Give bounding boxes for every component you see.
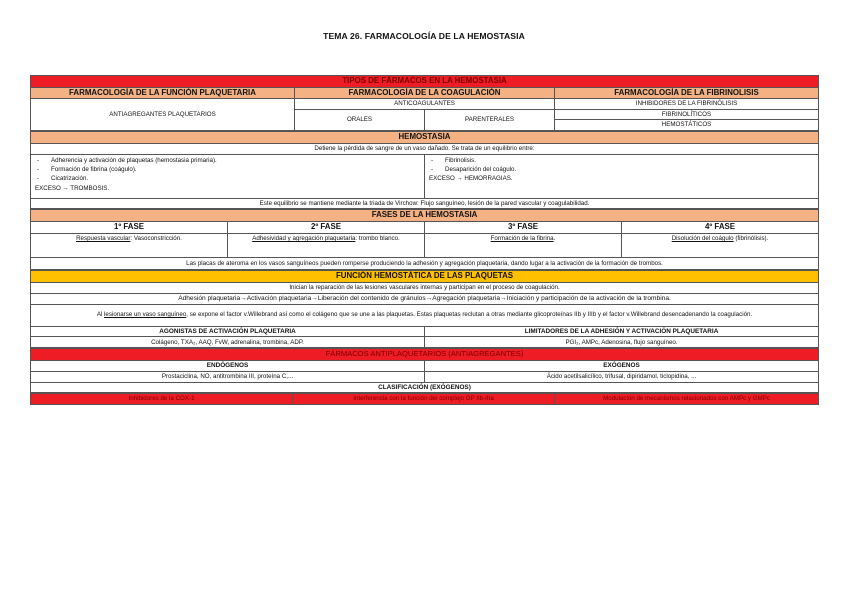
- phase-1-name: 1º FASE: [31, 222, 228, 234]
- antiplatelet-cell: ANTIAGREGANTES PLAQUETARIOS: [31, 99, 295, 131]
- hemostasis-left-list: [31, 154, 425, 198]
- agonists-header: AGONISTAS DE ACTIVACIÓN PLAQUETARIA: [31, 326, 425, 337]
- phase-3-desc: Formación de la fibrina.: [425, 234, 622, 258]
- oral-cell: ORALES: [295, 109, 425, 130]
- list-item: - Formación de fibrina (coágulo).: [51, 165, 420, 174]
- exogenous-header: EXÓGENOS: [425, 360, 819, 371]
- coagulation-pharmacology-header: FARMACOLOGÍA DE LA COAGULACIÓN: [295, 87, 555, 99]
- atheroma-note: Las placas de ateroma en los vasos sanguíneos pueden romperse produciendo la adhesión y agregación plaquetaria, dando lugar a la activación de la formación de trombos.: [31, 258, 819, 270]
- antiplatelet-drugs-header: FÁRMACOS ANTIPLAQUETARIOS (ANTIAGREGANTES): [31, 349, 819, 361]
- thrombosis-excess: EXCESO → TROMBOSIS.: [35, 184, 110, 192]
- list-item: - Fibrinolisis.: [445, 156, 814, 165]
- hemostasis-right-list: [425, 154, 819, 198]
- platelet-function-header: FUNCIÓN HEMOSTÁTICA DE LAS PLAQUETAS: [31, 271, 819, 283]
- hemostasis-intro: Detiene la pérdida de sangre de un vaso dañado. Se trata de un equilibrio entre:: [31, 143, 819, 154]
- fibrinolysis-inhibitors-cell: INHIBIDORES DE LA FIBRINÓLISIS: [555, 99, 819, 110]
- fibrinolysis-pharmacology-header: FARMACOLOGÍA DE LA FIBRINOLISIS: [555, 87, 819, 99]
- classification-header: CLASIFICACIÓN (EXÓGENOS): [31, 382, 819, 393]
- endogenous-header: ENDÓGENOS: [31, 360, 425, 371]
- phases-table: [30, 209, 819, 270]
- phase-3-name: 3º FASE: [425, 222, 622, 234]
- class-ampc-gmpc: Modulación de mecanismos relacionados con AMPc y GMPc: [555, 394, 819, 405]
- list-item: - Cicatrización.: [51, 174, 420, 183]
- list-item: - Adherencia y activación de plaquetas (hemostasia primaria).: [51, 156, 420, 165]
- platelet-function-line-1: Inician la reparación de las lesiones vasculares internas y participan en el proceso de coagulación.: [31, 283, 819, 294]
- drug-types-table: [30, 75, 819, 131]
- endogenous-list: Prostaciclina, NO, antitrombina III, proteína C,...: [31, 371, 425, 382]
- agonists-list: Colágeno, TXA₂, AAQ, FvW, adrenalina, trombina, ADP.: [31, 337, 425, 348]
- virchow-triad: Este equilibrio se mantiene mediante la triada de Virchow: Flujo sanguíneo, lesión de la pared vascular y coagulabilidad.: [31, 198, 819, 209]
- phase-4-name: 4º FASE: [622, 222, 819, 234]
- parenteral-cell: PARENTERALES: [425, 109, 555, 130]
- phase-2-name: 2º FASE: [228, 222, 425, 234]
- phase-1-desc: Respuesta vascular: Vasoconstricción.: [31, 234, 228, 258]
- anticoagulants-cell: ANTICOAGULANTES: [295, 99, 555, 110]
- summary-table: [30, 75, 818, 405]
- platelet-function-line-2: Adhesión plaquetaria→Activación plaquetaria→Liberación del contenido de gránulos→Agregación plaquetaria→Iniciación y participación de la activación de la trombina.: [31, 293, 819, 304]
- list-item: - Desaparición del coágulo.: [445, 165, 814, 174]
- limiters-header: LIMITADORES DE LA ADHESIÓN Y ACTIVACIÓN PLAQUETARIA: [425, 326, 819, 337]
- classification-table: [30, 393, 819, 405]
- limiters-list: PGI₂, AMPc, Adenosina, flujo sanguíneo.: [425, 337, 819, 348]
- phase-4-desc: Disolución del coágulo (fibrinólisis).: [622, 234, 819, 258]
- hemostasis-header: HEMOSTASIA: [31, 131, 819, 143]
- drug-types-header: TIPOS DE FÁRMACOS EN LA HEMOSTASIA: [31, 76, 819, 88]
- page-title: TEMA 26. FARMACOLOGÍA DE LA HEMOSTASIA: [323, 31, 525, 41]
- platelet-pharmacology-header: FARMACOLOGÍA DE LA FUNCIÓN PLAQUETARIA: [31, 87, 295, 99]
- class-cox1: Inhibidores de la COX-1: [31, 394, 293, 405]
- hemostatics-cell: HEMOSTÁTICOS: [555, 120, 819, 131]
- class-gp-iib-iiia: Interferencia con la función del complejo GP IIb-IIIa: [293, 394, 555, 405]
- phases-header: FASES DE LA HEMOSTASIA: [31, 210, 819, 222]
- platelet-function-line-3: Al lesionarse un vaso sanguíneo, se expone el factor v.Willebrand así como el colágeno que se une a las plaquetas. Estas plaquetas reclutan a otras mediante glicoproteínas IIb y IIIb y el factor v.Willebrand desencadenando la coagulación.: [31, 304, 819, 326]
- hemostasis-table: [30, 131, 819, 209]
- exogenous-list: Ácido acetilsalicílico, trifusal, dipiridamol, ticlopidina, ...: [425, 371, 819, 382]
- fibrinolytics-cell: FIBRINOLÍTICOS: [555, 109, 819, 120]
- platelet-function-table: [30, 270, 819, 348]
- phase-2-desc: Adhesividad y agregación plaquetaria: trombo blanco.: [228, 234, 425, 258]
- hemorrhage-excess: EXCESO → HEMORRAGIAS.: [429, 175, 513, 183]
- antiplatelet-drugs-table: [30, 348, 819, 393]
